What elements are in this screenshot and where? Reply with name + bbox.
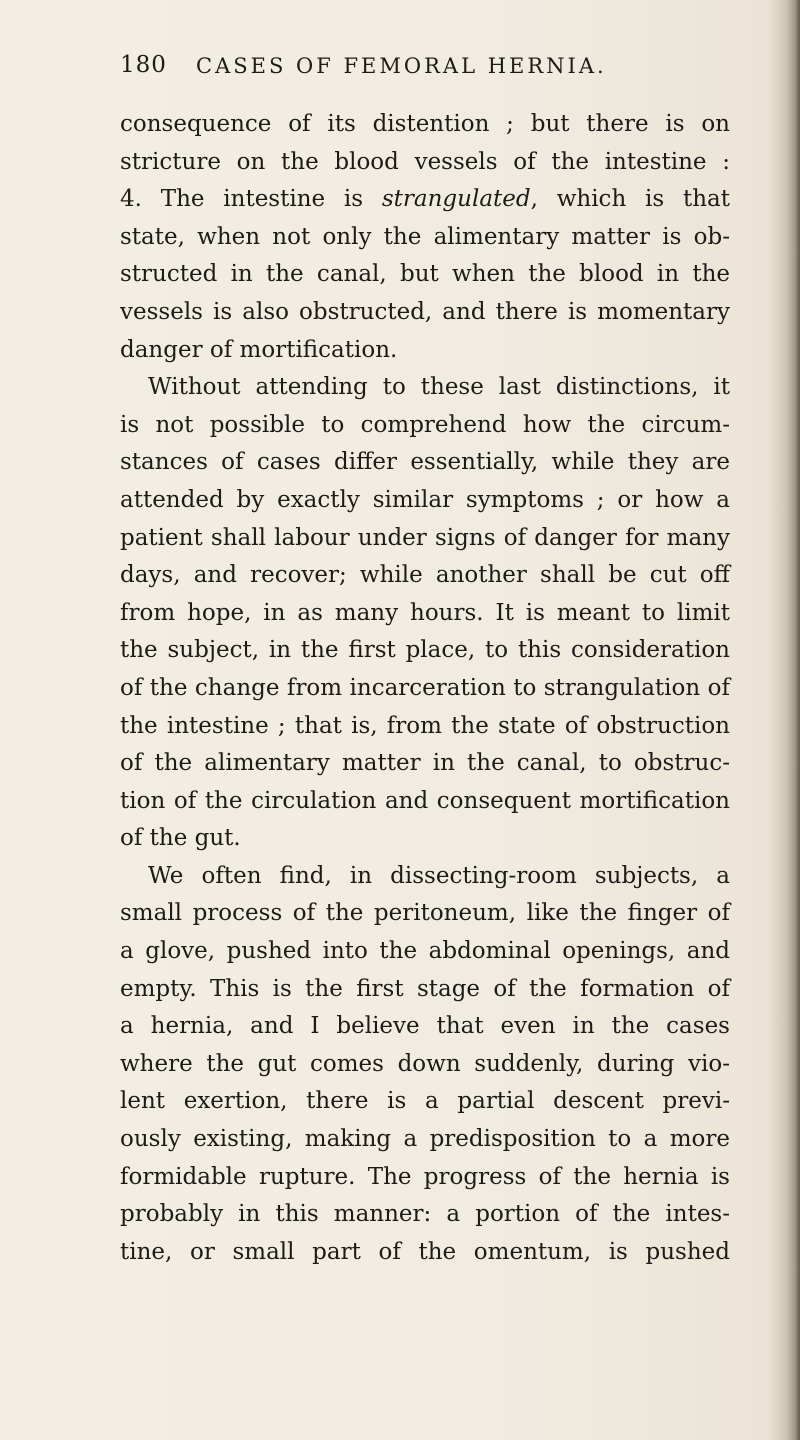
text-line: probably in this manner: a portion of the intes- bbox=[120, 1201, 730, 1228]
text-line: formidable rupture. The progress of the hernia is bbox=[120, 1163, 730, 1190]
text-line: lent exertion, there is a partial descent previ- bbox=[120, 1088, 730, 1115]
text-line: the intestine ; that is, from the state of obstruction bbox=[120, 712, 730, 739]
text-line: structed in the canal, but when the blood in the bbox=[120, 261, 730, 288]
text-line: consequence of its distention ; but there is on bbox=[120, 111, 730, 137]
body-text bbox=[120, 106, 730, 1271]
text-line: state, when not only the alimentary matter is ob- bbox=[120, 223, 730, 250]
text-line: days, and recover; while another shall be cut off bbox=[120, 562, 730, 589]
text-line: of the gut. bbox=[120, 825, 241, 852]
text-line: a glove, pushed into the abdominal openings, and bbox=[120, 938, 730, 965]
page-number: 180 bbox=[120, 52, 167, 78]
text-line: attended by exactly similar symptoms ; or how a bbox=[120, 486, 730, 513]
running-title: CASES OF FEMORAL HERNIA. bbox=[196, 54, 607, 78]
text-line: a hernia, and I believe that even in the cases bbox=[120, 1013, 730, 1040]
text-line: from hope, in as many hours. It is meant to limit bbox=[120, 599, 730, 626]
text-line: stricture on the blood vessels of the intestine : bbox=[120, 148, 730, 175]
text-line: where the gut comes down suddenly, during vio- bbox=[120, 1050, 730, 1077]
text-line: is not possible to comprehend how the circum- bbox=[120, 411, 730, 438]
text-line: tion of the circulation and consequent mortification bbox=[120, 787, 730, 814]
italic-term: strangulated bbox=[381, 186, 531, 213]
text-line: We often find, in dissecting-room subjects, a bbox=[148, 862, 730, 889]
text-line bbox=[120, 181, 730, 219]
page-edge-shadow bbox=[786, 0, 800, 1440]
text-fragment: 4. The intestine is bbox=[120, 186, 382, 213]
text-line: danger of mortification. bbox=[120, 336, 398, 363]
text-line: empty. This is the first stage of the formation of bbox=[120, 975, 730, 1002]
text-line: ously existing, making a predisposition to a more bbox=[120, 1126, 730, 1153]
text-fragment: , which is that bbox=[530, 186, 730, 213]
text-line: tine, or small part of the omentum, is pushed bbox=[120, 1238, 730, 1265]
running-head bbox=[120, 52, 740, 92]
text-line: Without attending to these last distinctions, it bbox=[148, 374, 730, 401]
text-line: patient shall labour under signs of danger for many bbox=[120, 524, 730, 551]
text-line: of the alimentary matter in the canal, to obstruc- bbox=[120, 750, 730, 777]
text-line: stances of cases differ essentially, while they are bbox=[120, 449, 730, 476]
text-line: the subject, in the first place, to this consideration bbox=[120, 637, 730, 664]
text-line: vessels is also obstructed, and there is momentary bbox=[120, 298, 730, 325]
text-line: small process of the peritoneum, like the finger of bbox=[120, 900, 730, 927]
text-line: of the change from incarceration to strangulation of bbox=[120, 674, 730, 701]
